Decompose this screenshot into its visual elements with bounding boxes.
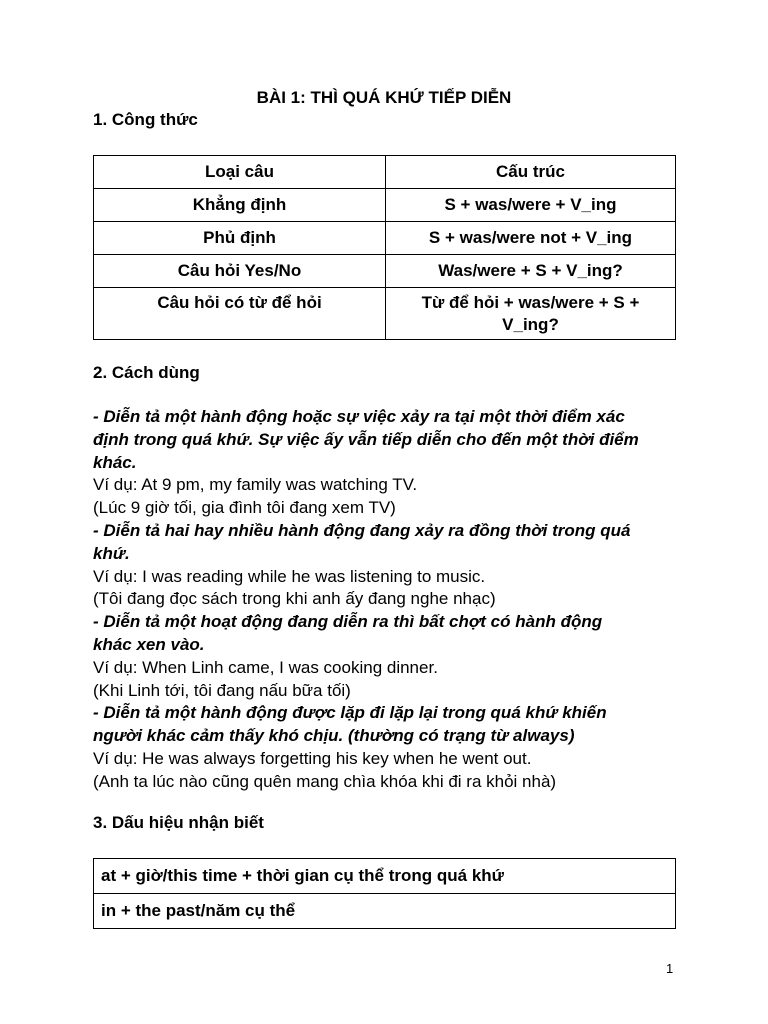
- table-cell: Từ để hỏi + was/were + S + V_ing?: [386, 288, 676, 340]
- section-heading-signs: 3. Dấu hiệu nhận biết: [93, 813, 264, 832]
- header-cell: Loại câu: [94, 156, 386, 189]
- usage-example: Ví dụ: At 9 pm, my family was watching TV.: [93, 475, 418, 495]
- table-row: [94, 894, 676, 929]
- usage-rule: người khác cảm thấy khó chịu. (thường có trạng từ always): [93, 726, 575, 746]
- table-row: [94, 288, 676, 340]
- usage-rule: - Diễn tả hai hay nhiều hành động đang xảy ra đồng thời trong quá: [93, 520, 631, 540]
- table-cell: Câu hỏi Yes/No: [94, 255, 386, 288]
- usage-rule: khác xen vào.: [93, 634, 205, 654]
- section-heading-usage: 2. Cách dùng: [93, 363, 200, 382]
- table-cell: S + was/were + V_ing: [386, 189, 676, 222]
- table-cell: Câu hỏi có từ để hỏi: [94, 288, 386, 340]
- table-cell: S + was/were not + V_ing: [386, 222, 676, 255]
- page-title: BÀI 1: THÌ QUÁ KHỨ TIẾP DIỄN: [256, 88, 512, 107]
- table-cell: Was/were + S + V_ing?: [386, 255, 676, 288]
- usage-list: [93, 406, 693, 794]
- usage-example: Ví dụ: When Linh came, I was cooking dinner.: [93, 657, 438, 677]
- usage-translation: (Lúc 9 giờ tối, gia đình tôi đang xem TV): [93, 498, 396, 518]
- usage-rule: định trong quá khứ. Sự việc ấy vẫn tiếp diễn cho đến một thời điểm: [93, 429, 639, 449]
- usage-translation: (Anh ta lúc nào cũng quên mang chìa khóa khi đi ra khỏi nhà): [93, 771, 557, 791]
- table-row: [94, 859, 676, 894]
- table-cell: in + the past/năm cụ thể: [94, 894, 676, 929]
- usage-translation: (Tôi đang đọc sách trong khi anh ấy đang nghe nhạc): [93, 589, 496, 609]
- usage-rule: khác.: [93, 452, 137, 472]
- usage-example: Ví dụ: I was reading while he was listening to music.: [93, 566, 486, 586]
- usage-rule: - Diễn tả một hành động hoặc sự việc xảy ra tại một thời điểm xác: [93, 407, 625, 426]
- table-row: [94, 189, 676, 222]
- signs-table: [93, 858, 676, 929]
- usage-rule: khứ.: [93, 543, 130, 563]
- table-cell: Phủ định: [94, 222, 386, 255]
- usage-example: Ví dụ: He was always forgetting his key when he went out.: [93, 748, 532, 768]
- page-number: 1: [666, 961, 674, 976]
- table-header-row: [94, 156, 676, 189]
- table-row: [94, 222, 676, 255]
- table-cell: at + giờ/this time + thời gian cụ thể trong quá khứ: [94, 859, 676, 894]
- formula-table: [93, 155, 676, 340]
- usage-rule: - Diễn tả một hoạt động đang diễn ra thì bất chợt có hành động: [93, 612, 603, 632]
- section-heading-formula: 1. Công thức: [93, 110, 198, 129]
- usage-rule: - Diễn tả một hành động được lặp đi lặp lại trong quá khứ khiến: [93, 703, 607, 723]
- table-cell: Khẳng định: [94, 189, 386, 222]
- header-cell: Cấu trúc: [386, 156, 676, 189]
- usage-translation: (Khi Linh tới, tôi đang nấu bữa tối): [93, 680, 351, 700]
- table-row: [94, 255, 676, 288]
